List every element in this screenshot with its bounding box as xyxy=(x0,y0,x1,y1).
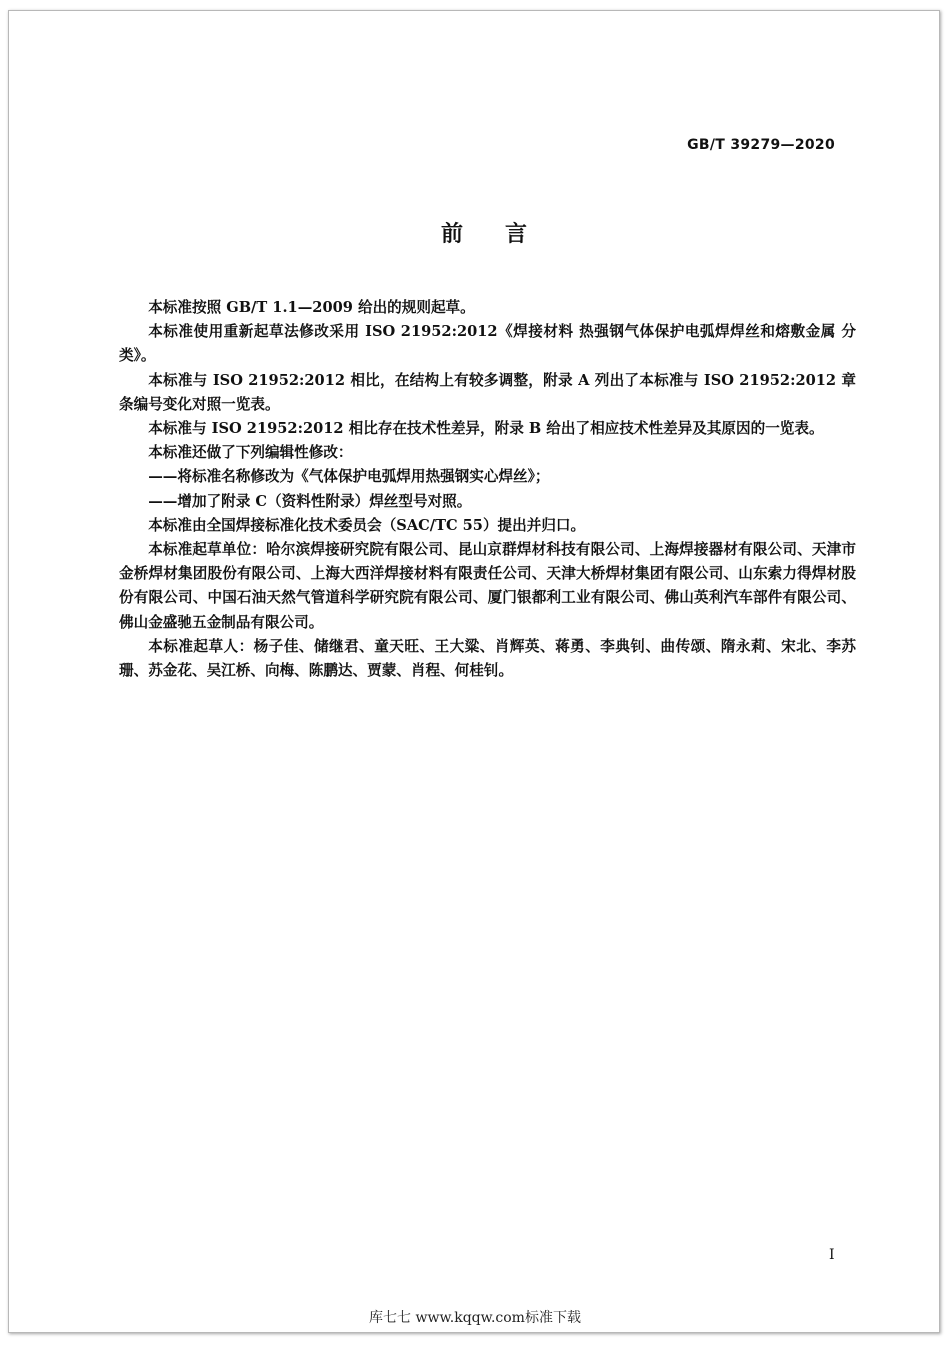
page-title: 前言 xyxy=(440,222,569,247)
standard-number: GB/T 39279—2020 xyxy=(687,137,835,153)
paragraph-structure-changes: 本标准与 ISO 21952:2012 相比，在结构上有较多调整，附录 A 列出了本标准与 ISO 21952:2012 章条编号变化对照一览表。 xyxy=(119,371,856,413)
paragraph-editorial-intro: 本标准还做了下列编辑性修改： xyxy=(148,444,353,462)
paragraph-adoption: 本标准使用重新起草法修改采用 ISO 21952:2012《焊接材料 热强钢气体保护电弧焊焊丝和熔敷金属 分类》。 xyxy=(119,323,856,365)
paragraph-drafting-units: 本标准起草单位：哈尔滨焊接研究院有限公司、昆山京群焊材科技有限公司、上海焊接器材有限公司、天津市金桥焊材集团股份有限公司、上海大西洋焊接材料有限责任公司、天津大桥焊材集团有限公司、山东索力得焊材股份有限公司、中国石油天然气管道科学研究院有限公司、厦门银都利工业有限公司、佛山英利汽车部件有限公司、佛山金盛驰五金制品有限公司。 xyxy=(119,541,856,631)
paragraph-drafters: 本标准起草人：杨子佳、储继君、童天旺、王大粱、肖辉英、蒋勇、李典钊、曲传颂、隋永莉、宋北、李苏珊、苏金花、吴江桥、向梅、陈鹏达、贾蒙、肖程、何桂钊。 xyxy=(119,637,856,680)
list-item-rename: ——将标准名称修改为《气体保护电弧焊用热强钢实心焊丝》； xyxy=(148,468,550,486)
page-number: I xyxy=(829,1247,835,1263)
footer-watermark-link[interactable]: 库七七 www.kqqw.com标准下载 xyxy=(369,1310,581,1326)
list-item-annex-c: ——增加了附录 C（资料性附录）焊丝型号对照。 xyxy=(148,492,472,510)
paragraph-drafting-rules: 本标准按照 GB/T 1.1—2009 给出的规则起草。 xyxy=(148,299,475,316)
paragraph-technical-differences: 本标准与 ISO 21952:2012 相比存在技术性差异，附录 B 给出了相应技术性差异及其原因的一览表。 xyxy=(148,420,824,438)
document-page xyxy=(8,10,940,1333)
foreword-body xyxy=(119,296,856,683)
paragraph-proposer: 本标准由全国焊接标准化技术委员会（SAC/TC 55）提出并归口。 xyxy=(148,516,586,534)
